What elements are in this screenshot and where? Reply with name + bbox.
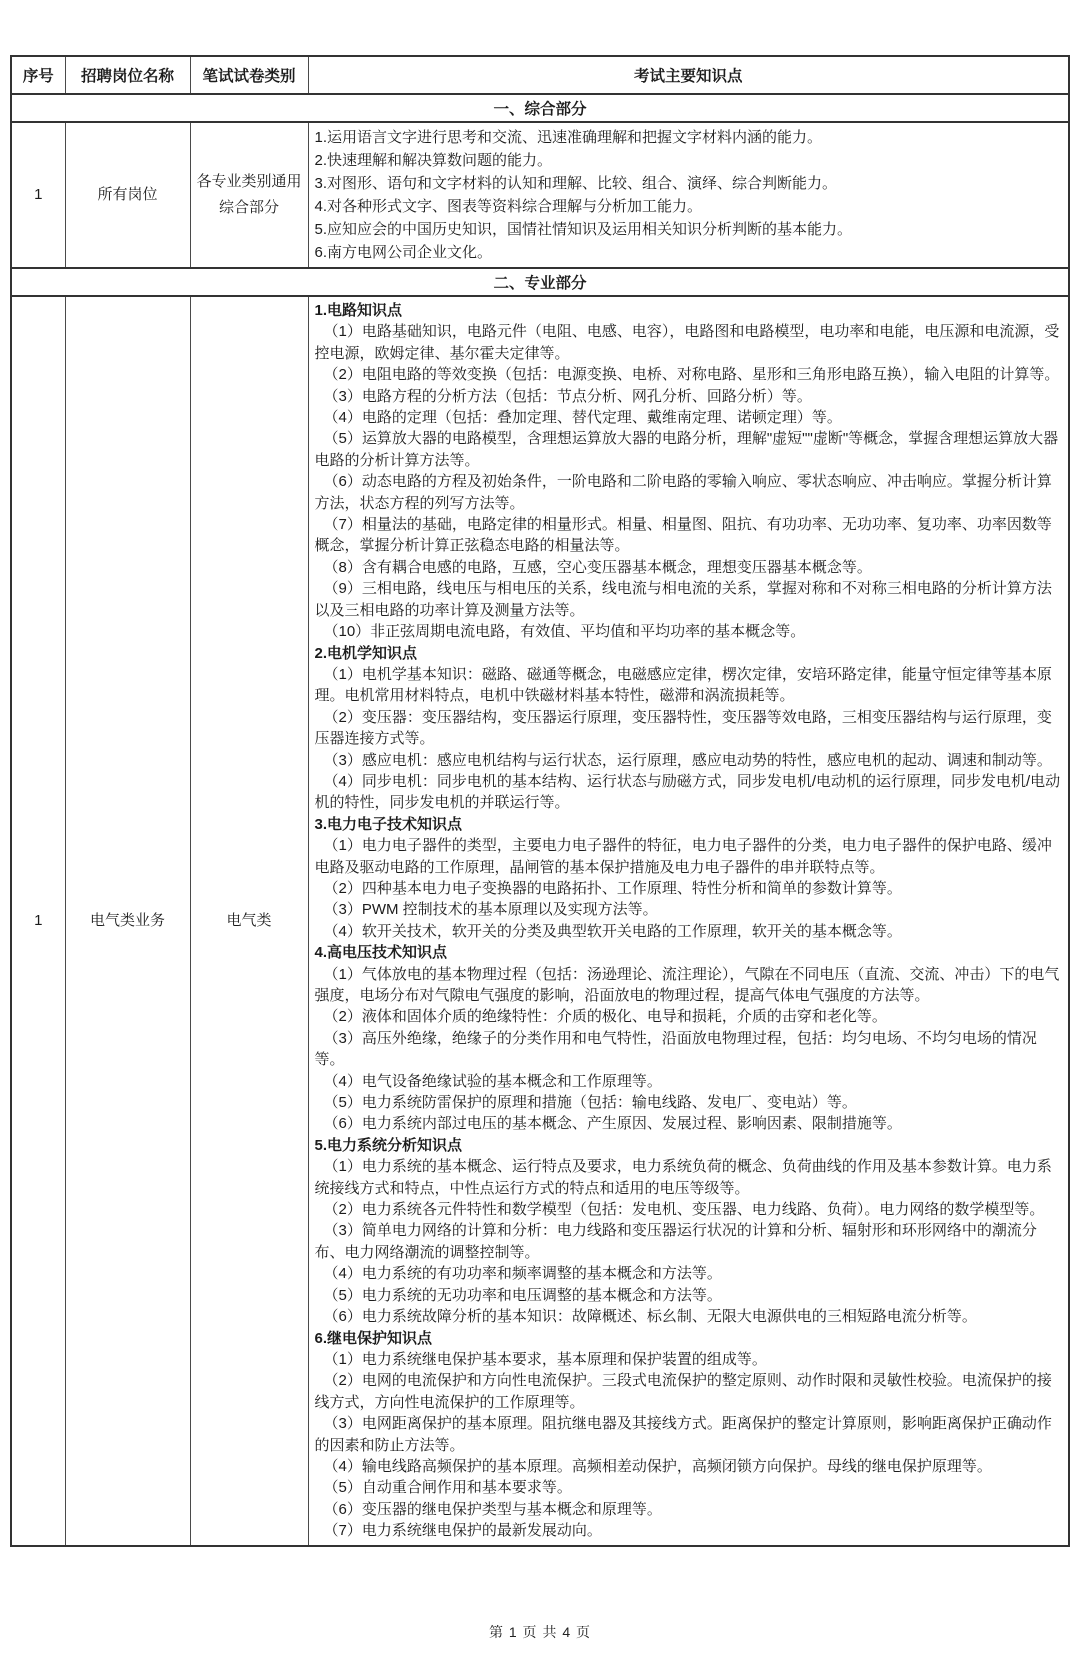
knowledge-point: （2）电阻电路的等效变换（包括：电源变换、电桥、对称电路、星形和三角形电路互换），输入电阻的计算等。 xyxy=(323,366,1060,384)
knowledge-point: （5）运算放大器的电路模型，含理想运算放大器的电路分析，理解"虚短""虚断"等概念，掌握含理想运算放大器电路的分析计算方法等。 xyxy=(314,430,1059,469)
knowledge-point: （3）简单电力网络的计算和分析：电力线路和变压器运行状况的计算和分析、辐射形和环形网络中的潮流分布、电力网络潮流的调整控制等。 xyxy=(314,1222,1037,1261)
knowledge-point: （4）电路的定理（包括：叠加定理、替代定理、戴维南定理、诺顿定理）等。 xyxy=(323,409,842,427)
knowledge-point: （4）输电线路高频保护的基本原理。高频相差动保护，高频闭锁方向保护。母线的继电保护原理等。 xyxy=(323,1457,992,1475)
knowledge-point: （10）非正弦周期电流电路，有效值、平均值和平均功率的基本概念等。 xyxy=(323,623,806,641)
section-header-row xyxy=(11,268,1069,296)
table-row xyxy=(11,122,1069,268)
exam-knowledge-table xyxy=(10,55,1070,1547)
knowledge-point: （2）四种基本电力电子变换器的电路拓扑、工作原理、特性分析和简单的参数计算等。 xyxy=(323,879,902,897)
knowledge-point: （1）气体放电的基本物理过程（包括：汤逊理论、流注理论），气隙在不同电压（直流、交流、冲击）下的电气强度，电场分布对气隙电气强度的影响，沿面放电的物理过程，提高气体电气强度的方法等。 xyxy=(314,965,1060,1004)
knowledge-point: （3）高压外绝缘，绝缘子的分类作用和电气特性，沿面放电物理过程，包括：均匀电场、不均匀电场的情况等。 xyxy=(314,1029,1037,1069)
knowledge-group-heading: 5.电力系统分析知识点 xyxy=(314,1136,463,1154)
knowledge-point: （2）电网的电流保护和方向性电流保护。三段式电流保护的整定原则、动作时限和灵敏性校验。电流保护的接线方式，方向性电流保护的工作原理等。 xyxy=(314,1372,1052,1411)
knowledge-group-heading: 4.高电压技术知识点 xyxy=(314,944,448,962)
knowledge-point: （2）电力系统各元件特性和数学模型（包括：发电机、变压器、电力线路、负荷）。电力网络的数学模型等。 xyxy=(323,1201,1045,1219)
knowledge-point: 6.南方电网公司企业文化。 xyxy=(314,244,493,261)
paper-type-cell: 电气类 xyxy=(190,296,308,1546)
knowledge-point: （8）含有耦合电感的电路，互感，空心变压器基本概念，理想变压器基本概念等。 xyxy=(323,558,872,576)
knowledge-point: （1）电路基础知识，电路元件（电阻、电感、电容），电路图和电路模型，电功率和电能，电压源和电流源，受控电源，欧姆定律、基尔霍夫定律等。 xyxy=(314,323,1060,362)
knowledge-point: 3.对图形、语句和文字材料的认知和理解、比较、组合、演绎、综合判断能力。 xyxy=(314,175,838,192)
knowledge-point: （2）液体和固体介质的绝缘特性：介质的极化、电导和损耗，介质的击穿和老化等。 xyxy=(323,1008,887,1026)
header-serial-number: 序号 xyxy=(11,56,65,94)
knowledge-group-heading: 6.继电保护知识点 xyxy=(314,1329,433,1347)
knowledge-group-heading: 3.电力电子技术知识点 xyxy=(314,815,463,833)
knowledge-point: （4）电气设备绝缘试验的基本概念和工作原理等。 xyxy=(323,1072,662,1090)
header-position-name: 招聘岗位名称 xyxy=(65,56,190,94)
knowledge-point: （4）同步电机：同步电机的基本结构、运行状态与励磁方式，同步发电机/电动机的运行原理，同步发电机/电动机的特性，同步发电机的并联运行等。 xyxy=(314,772,1061,812)
section-title: 二、专业部分 xyxy=(11,268,1069,296)
knowledge-point: 4.对各种形式文字、图表等资料综合理解与分析加工能力。 xyxy=(314,198,703,215)
section-header-row xyxy=(11,94,1069,122)
knowledge-point: （1）电力电子器件的类型，主要电力电子器件的特征，电力电子器件的分类，电力电子器件的保护电路、缓冲电路及驱动电路的工作原理，晶闸管的基本保护措施及电力电子器件的串并联特点等。 xyxy=(314,837,1052,876)
position-name-cell: 电气类业务 xyxy=(65,296,190,1546)
row-number-cell: 1 xyxy=(11,296,65,1546)
knowledge-point: （6）变压器的继电保护类型与基本概念和原理等。 xyxy=(323,1500,662,1518)
knowledge-group-heading: 2.电机学知识点 xyxy=(314,644,418,662)
knowledge-point: （1）电机学基本知识：磁路、磁通等概念，电磁感应定律，楞次定律，安培环路定律，能量守恒定律等基本原理。电机常用材料特点，电机中铁磁材料基本特性，磁滞和涡流损耗等。 xyxy=(314,665,1052,705)
table-row xyxy=(11,296,1069,1546)
knowledge-group-heading: 1.电路知识点 xyxy=(314,302,403,319)
table-header-row xyxy=(11,56,1069,94)
knowledge-point: 5.应知应会的中国历史知识，国情社情知识及运用相关知识分析判断的基本能力。 xyxy=(314,221,853,238)
knowledge-point: （2）变压器：变压器结构，变压器运行原理，变压器特性，变压器等效电路，三相变压器结构与运行原理，变压器连接方式等。 xyxy=(314,708,1052,748)
knowledge-point: （4）电力系统的有功功率和频率调整的基本概念和方法等。 xyxy=(323,1265,722,1283)
header-knowledge-points: 考试主要知识点 xyxy=(308,56,1069,94)
knowledge-point: （5）自动重合闸作用和基本要求等。 xyxy=(323,1479,572,1497)
knowledge-point: （3）PWM 控制技术的基本原理以及实现方法等。 xyxy=(323,901,658,919)
knowledge-point: （9）三相电路，线电压与相电压的关系，线电流与相电流的关系，掌握对称和不对称三相电路的分析计算方法以及三相电路的功率计算及测量方法等。 xyxy=(314,580,1052,619)
knowledge-points-cell xyxy=(308,122,1069,268)
knowledge-point: （6）电力系统故障分析的基本知识：故障概述、标幺制、无限大电源供电的三相短路电流分析等。 xyxy=(323,1308,977,1326)
row-number-cell: 1 xyxy=(11,122,65,268)
knowledge-point: （6）电力系统内部过电压的基本概念、产生原因、发展过程、影响因素、限制措施等。 xyxy=(323,1115,902,1133)
position-name-cell: 所有岗位 xyxy=(65,122,190,268)
header-paper-type: 笔试试卷类别 xyxy=(190,56,308,94)
knowledge-point: （1）电力系统继电保护基本要求，基本原理和保护装置的组成等。 xyxy=(323,1350,767,1368)
page-number: 第 1 页 共 4 页 xyxy=(488,1624,592,1640)
knowledge-point: （6）动态电路的方程及初始条件，一阶电路和二阶电路的零输入响应、零状态响应、冲击响应。掌握分析计算方法，状态方程的列写方法等。 xyxy=(314,473,1052,512)
knowledge-points-cell xyxy=(308,296,1069,1546)
knowledge-point: 2.快速理解和解决算数问题的能力。 xyxy=(314,152,553,169)
knowledge-point: （5）电力系统防雷保护的原理和措施（包括：输电线路、发电厂、变电站）等。 xyxy=(323,1094,857,1112)
paper-type-cell: 各专业类别通用综合部分 xyxy=(190,122,308,268)
knowledge-point: （7）电力系统继电保护的最新发展动向。 xyxy=(323,1522,602,1540)
section-title: 一、综合部分 xyxy=(11,94,1069,122)
knowledge-point: （1）电力系统的基本概念、运行特点及要求，电力系统负荷的概念、负荷曲线的作用及基本参数计算。电力系统接线方式和特点，中性点运行方式的特点和适用的电压等级等。 xyxy=(314,1158,1052,1197)
knowledge-point: （5）电力系统的无功功率和电压调整的基本概念和方法等。 xyxy=(323,1286,722,1304)
knowledge-point: （3）电网距离保护的基本原理。阻抗继电器及其接线方式。距离保护的整定计算原则，影响距离保护正确动作的因素和防止方法等。 xyxy=(314,1415,1052,1454)
knowledge-point: 1.运用语言文字进行思考和交流、迅速准确理解和把握文字材料内涵的能力。 xyxy=(314,129,823,146)
knowledge-point: （3）电路方程的分析方法（包括：节点分析、网孔分析、回路分析）等。 xyxy=(323,387,812,405)
knowledge-point: （3）感应电机：感应电机结构与运行状态，运行原理，感应电动势的特性，感应电机的起动、调速和制动等。 xyxy=(323,751,1052,769)
knowledge-point: （7）相量法的基础，电路定律的相量形式。相量、相量图、阻抗、有功功率、无功功率、复功率、功率因数等概念，掌握分析计算正弦稳态电路的相量法等。 xyxy=(314,516,1052,555)
knowledge-point: （4）软开关技术，软开关的分类及典型软开关电路的工作原理，软开关的基本概念等。 xyxy=(323,922,902,940)
